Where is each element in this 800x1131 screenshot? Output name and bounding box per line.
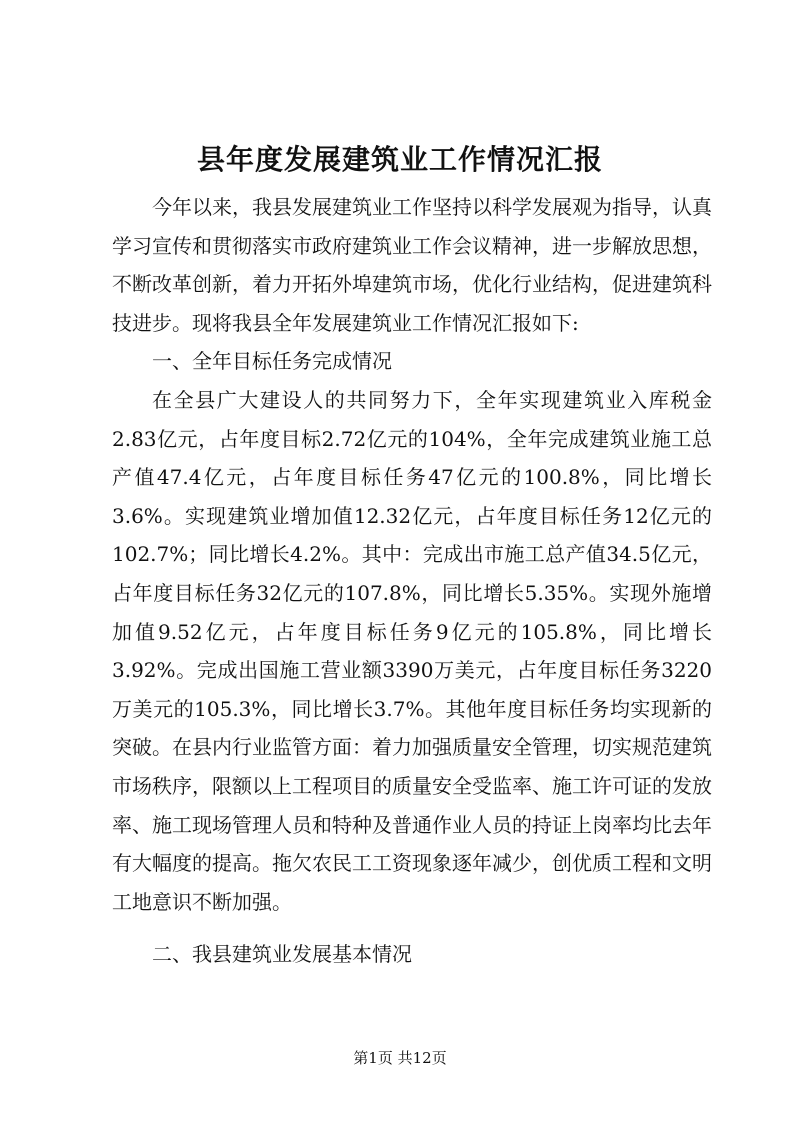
- document-body: [112, 188, 712, 974]
- page-indicator: 第1页 共12页: [353, 1049, 447, 1067]
- section-heading-2: 二、我县建筑业发展基本情况: [152, 942, 412, 967]
- section-1-paragraph: 在全县广大建设人的共同努力下，全年实现建筑业入库税金2.83亿元，占年度目标2.72亿元的104%，全年完成建筑业施工总产值47.4亿元，占年度目标任务47亿元的100.8%，同比增长3.6%。实现建筑业增加值12.32亿元，占年度目标任务12亿元的102.7%；同比增长4.2%。其中：完成出市施工总产值34.5亿元，占年度目标任务32亿元的107.8%，同比增长5.35%。实现外施增加值9.52亿元，占年度目标任务9亿元的105.8%，同比增长3.92%。完成出国施工营业额3390万美元，占年度目标任务3220万美元的105.3%，同比增长3.7%。其他年度目标任务均实现新的突破。在县内行业监管方面：着力加强质量安全管理，切实规范建筑市场秩序，限额以上工程项目的质量安全受监率、施工许可证的发放率、施工现场管理人员和特种及普通作业人员的持证上岗率均比去年有大幅度的提高。拖欠农民工工资现象逐年减少，创优质工程和文明工地意识不断加强。: [112, 387, 712, 914]
- intro-paragraph: 今年以来，我县发展建筑业工作坚持以科学发展观为指导，认真学习宣传和贯彻落实市政府建筑业工作会议精神，进一步解放思想，不断改革创新，着力开拓外埠建筑市场，优化行业结构，促进建筑科技进步。现将我县全年发展建筑业工作情况汇报如下:: [112, 195, 712, 335]
- page-title: 县年度发展建筑业工作情况汇报: [196, 143, 603, 176]
- section-heading-1: 一、全年目标任务完成情况: [152, 349, 392, 374]
